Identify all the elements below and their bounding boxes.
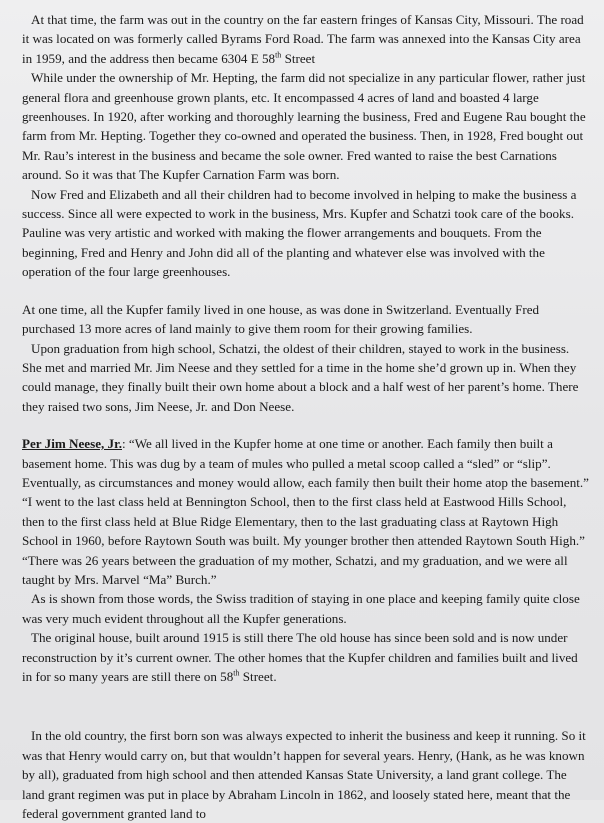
paragraph-schatzi: Upon graduation from high school, Schatzi, the oldest of their children, stayed to work in the business. She met and married Mr. Jim Neese and they settled for a time in the home she’d grown up in. When they could manage, they finally built their own home about a block and a half west of her parent’s home. There they raised two sons, Jim Neese, Jr. and Don Neese. bbox=[22, 340, 579, 414]
paragraph-family-business: Now Fred and Elizabeth and all their children had to become involved in helping to make the business a success. Since all were expected to work in the business, Mrs. Kupfer and Schatzi took care of the books. Pauline was very artistic and worked with making the flower arrangements and bouquets. From the beginning, Fred and Henry and John did all of the planting and whatever else was involved with the operation of the four large greenhouses. bbox=[22, 186, 577, 280]
paragraph-graduation-quote: “There was 26 years between the graduation of my mother, Schatzi, and my graduation, and we were all taught by Mrs. Marvel “Ma” Burch.” bbox=[22, 552, 568, 587]
paragraph-farm-location bbox=[22, 10, 590, 68]
paragraph-text: At that time, the farm was out in the country on the far eastern fringes of Kansas City, Missouri. The road it was located on was formerly called Byrams Ford Road. The farm was annexed into the Kansas City area in 1959, and the address then became 6304 E 58 bbox=[22, 12, 584, 66]
paragraph-text: Street. bbox=[239, 669, 277, 684]
paragraph-text: Street bbox=[281, 50, 316, 66]
paragraph-old-country: In the old country, the first born son was always expected to inherit the business and keep it running. So it was that Henry would carry on, but that wouldn’t happen for several years. Henry, (Hank, as he was known by all), graduated from high school and then attended Kansas State University, a land grant college. The land grant regimen was put in place by Abraham Lincoln in 1862, and loosely stated here, meant that the federal government granted land to bbox=[22, 728, 586, 822]
paragraph-hepting-ownership: While under the ownership of Mr. Hepting, the farm did not specialize in any particular flower, rather just general flora and greenhouse grown plants, etc. It encompassed 4 acres of land and boasted 4 large greenhouses. In 1920, after working and thoroughly learning the business, Fred and Eugene Rau bought the farm from Mr. Hepting. Together they co-owned and operated the business. Then, in 1928, Fred bought out Mr. Rau’s interest in the business and became the sole owner. Fred wanted to raise the best Carnations around. So it was that The Kupfer Carnation Farm was born. bbox=[22, 70, 586, 183]
paragraph-text: : “We all lived in the Kupfer home at one time or another. Each family then built a basement home. This was dug by a team of mules who pulled a metal scoop called a “sled” or “slip”. Eventually, as circumstances and money would allow, each family then built their home atop the basement.” “I went to the last class held at Bennington School, then to the first class held at Eastwood Hills School, then to the first class held at Blue Ridge Elementary, then to the last graduating class at Raytown High School in 1960, before Raytown South was built. My younger brother then attended Raytown South High.” bbox=[22, 436, 589, 549]
paragraph-original-house bbox=[22, 628, 590, 686]
superscript: th bbox=[275, 50, 282, 60]
quote-attribution: Per Jim Neese, Jr. bbox=[22, 436, 122, 452]
paragraph-text: The original house, built around 1915 is still there The old house has since been sold and is now under reconstruction by it’s current owner. The other homes that the Kupfer children and families built and lived in for so many years are still there on 58 bbox=[22, 630, 578, 684]
superscript: th bbox=[233, 668, 240, 678]
paragraph-jim-neese-quote bbox=[22, 434, 590, 550]
paragraph-one-house: At one time, all the Kupfer family lived in one house, as was done in Switzerland. Eventually Fred purchased 13 more acres of land mainly to give them room for their growing families. bbox=[22, 301, 540, 337]
paragraph-swiss-tradition: As is shown from those words, the Swiss tradition of staying in one place and keeping family quite close was very much evident throughout all the Kupfer generations. bbox=[22, 591, 580, 626]
